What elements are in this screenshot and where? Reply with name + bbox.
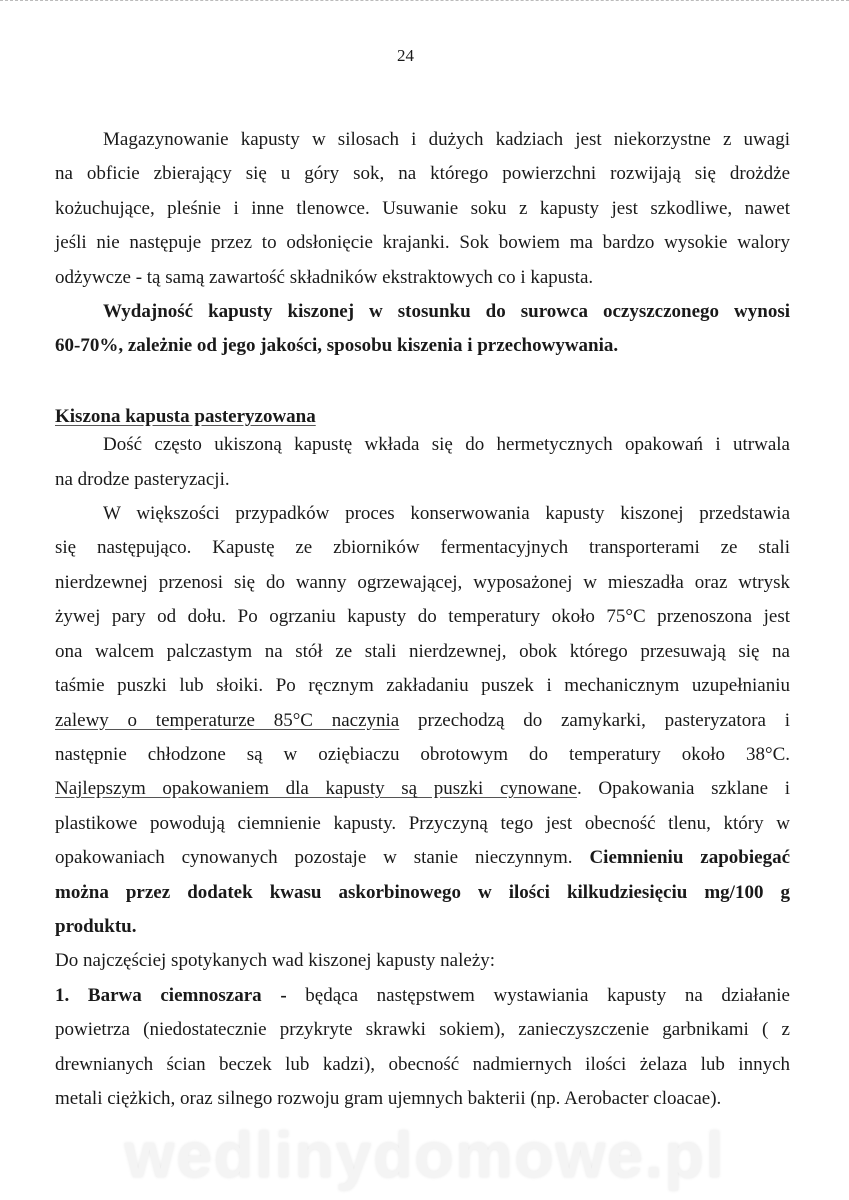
text-segment: produktu. xyxy=(55,915,137,937)
text-line xyxy=(55,635,790,669)
text-segment: jeśli nie następuje przez to odsłonięcie krajanki. Sok bowiem ma bardzo wysokie walory xyxy=(55,232,790,254)
text-segment: taśmie puszki lub słoiki. Po ręcznym zakładaniu puszek i mechanicznym uzupełnianiu xyxy=(55,675,790,697)
text-line xyxy=(55,738,790,772)
text-line xyxy=(55,1048,790,1082)
text-segment: metali ciężkich, oraz silnego rozwoju gram ujemnych bakterii (np. Aerobacter cloacae). xyxy=(55,1087,722,1109)
text-line xyxy=(55,1013,790,1047)
text-segment: opakowaniach cynowanych pozostaje w stanie nieczynnym. xyxy=(55,847,590,869)
text-line xyxy=(55,910,790,944)
text-segment: W większości przypadków proces konserwowania kapusty kiszonej przedstawia xyxy=(103,503,790,525)
text-line xyxy=(55,463,790,497)
text-segment: przechodzą do zamykarki, pasteryzatora i xyxy=(399,709,790,731)
text-line xyxy=(55,566,790,600)
text-segment: Kiszona kapusta pasteryzowana xyxy=(55,405,316,427)
text-segment: 1. Barwa ciemnoszara - xyxy=(55,984,287,1006)
text-segment: następnie chłodzone są w oziębiaczu obrotowym do temperatury około 38°C. xyxy=(55,743,790,765)
text-line xyxy=(55,428,790,462)
para-packaging xyxy=(55,428,790,497)
text-line xyxy=(55,261,790,295)
text-segment: ona walcem palczastym na stół ze stali nierdzewnej, obok którego przesuwają się na xyxy=(55,640,790,662)
text-segment: drewnianych ścian beczek lub kadzi), obecność nadmiernych ilości żelaza lub innych xyxy=(55,1053,790,1075)
text-line xyxy=(55,807,790,841)
text-line xyxy=(55,669,790,703)
para-storage xyxy=(55,123,790,295)
para-defects-intro xyxy=(55,944,790,978)
text-segment: Wydajność kapusty kiszonej w stosunku do surowca oczyszczonego wynosi xyxy=(103,301,790,323)
text-line xyxy=(55,157,790,191)
text-segment: 60-70%, zależnie od jego jakości, sposobu kiszenia i przechowywania. xyxy=(55,335,619,357)
text-segment: na drodze pasteryzacji. xyxy=(55,468,230,490)
text-line xyxy=(55,704,790,738)
text-segment: kożuchujące, pleśnie i inne tlenowce. Usuwanie soku z kapusty jest szkodliwe, nawet xyxy=(55,197,790,219)
text-segment: powietrza (niedostatecznie przykryte skrawki sokiem), zanieczyszczenie garbnikami ( z xyxy=(55,1019,790,1041)
text-line xyxy=(55,1082,790,1116)
text-segment: plastikowe powodują ciemnienie kapusty. Przyczyną tego jest obecność tlenu, który w xyxy=(55,812,790,834)
page-number: 24 xyxy=(397,46,414,65)
text-segment: nierdzewnej przenosi się do wanny ogrzewającej, wyposażonej w mieszadła oraz wtrysk xyxy=(55,571,790,593)
document-body xyxy=(55,0,790,1116)
text-line xyxy=(55,876,790,910)
text-line xyxy=(55,531,790,565)
text-segment: odżywcze - tą samą zawartość składników ekstraktowych co i kapusta. xyxy=(55,266,594,288)
text-line xyxy=(55,123,790,157)
text-segment: Najlepszym opakowaniem dla kapusty są puszki cynowane xyxy=(55,778,578,800)
text-segment: żywej pary od dołu. Po ogrzaniu kapusty do temperatury około 75°C przenoszona jest xyxy=(55,606,790,628)
text-line xyxy=(55,192,790,226)
watermark-logo: wedlinydomowe.pl xyxy=(124,1119,726,1192)
text-line xyxy=(55,295,790,329)
text-line xyxy=(55,979,790,1013)
text-line xyxy=(55,841,790,875)
text-line xyxy=(55,329,790,363)
text-segment: . Opakowania szklane i xyxy=(577,778,790,800)
text-segment: będąca następstwem wystawiania kapusty na działanie xyxy=(286,984,790,1006)
text-segment: zalewy o temperaturze 85°C naczynia xyxy=(55,709,400,731)
text-line xyxy=(55,497,790,531)
text-line xyxy=(55,226,790,260)
para-yield xyxy=(55,295,790,364)
text-segment: się następująco. Kapustę ze zbiorników fermentacyjnych transporterami ze stali xyxy=(55,537,790,559)
text-segment: Magazynowanie kapusty w silosach i dużych kadziach jest niekorzystne z uwagi xyxy=(103,129,790,150)
text-segment: Do najczęściej spotykanych wad kiszonej kapusty należy: xyxy=(55,950,496,972)
text-line xyxy=(55,772,790,806)
defect-1 xyxy=(55,979,790,1117)
text-segment: na obficie zbierający się u góry sok, na którego powierzchni rozwijają się drożdże xyxy=(55,163,790,185)
text-line xyxy=(55,600,790,634)
text-segment: można przez dodatek kwasu askorbinowego w ilości kilkudziesięciu mg/100 g xyxy=(55,881,790,903)
para-process xyxy=(55,497,790,944)
text-line xyxy=(55,944,790,978)
text-segment: Ciemnieniu zapobiegać xyxy=(589,847,790,869)
text-segment: Dość często ukiszoną kapustę wkłada się do hermetycznych opakowań i utrwala xyxy=(103,434,790,456)
